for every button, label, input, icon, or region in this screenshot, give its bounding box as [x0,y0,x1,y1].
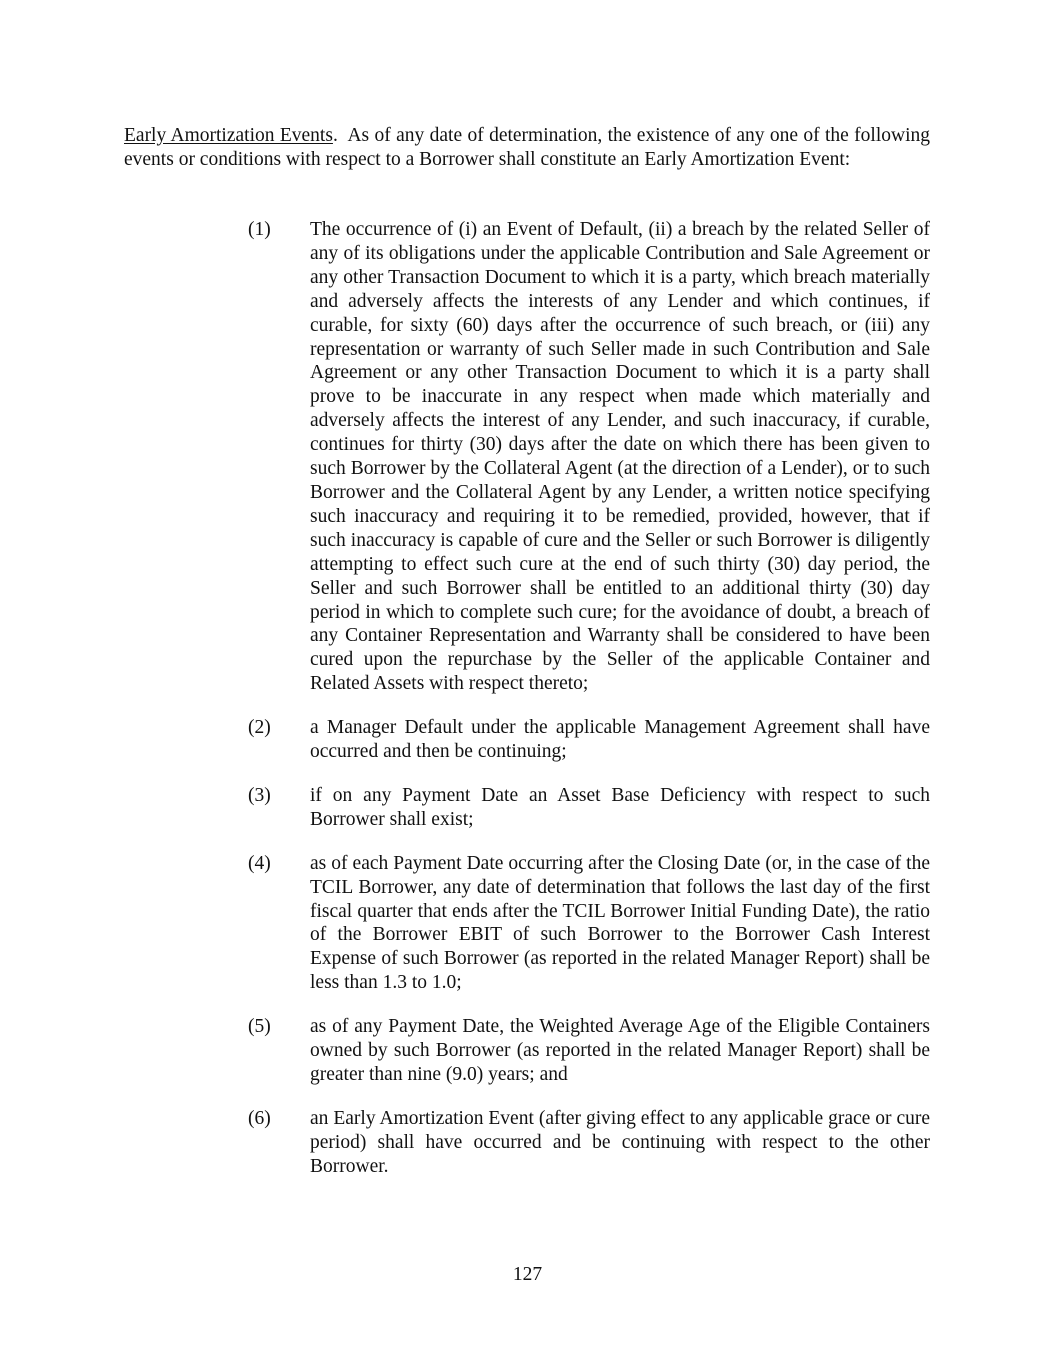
item-number: (3) [248,784,271,806]
item-number: (6) [248,1107,271,1129]
list-item [248,784,930,832]
page-number: 127 [512,1264,543,1285]
intro-text: As of any date of determination, the existence of any one of the following events or conditions with respect to a Borrower shall constitute an Early Amortization Event: [124,125,930,170]
item-number: (4) [248,852,271,874]
item-number: (5) [248,1016,271,1038]
event-list [248,218,930,1199]
item-text: as of any Payment Date, the Weighted Average Age of the Eligible Containers owned by such Borrower (as reported in the related Manager Report) shall be greater than nine (9.0) years; and [310,1016,930,1085]
item-text: an Early Amortization Event (after giving effect to any applicable grace or cure period) shall have occurred and be continuing with respect to the other Borrower. [310,1107,930,1177]
item-text: a Manager Default under the applicable Management Agreement shall have occurred and then be continuing; [310,717,930,763]
item-text: if on any Payment Date an Asset Base Deficiency with respect to such Borrower shall exist; [310,784,930,830]
item-number: (2) [248,717,271,739]
item-number: (1) [248,219,271,240]
list-item [248,1015,930,1087]
section-heading: Early Amortization Events [124,125,333,146]
section-heading-punctuation: . [332,125,338,146]
item-text: The occurrence of (i) an Event of Default, (ii) a breach by the related Seller of any of its obligations under the applicable Contribution and Sale Agreement or any other Transaction Document to which it is a party, which breach materially and adversely affects the interests of any Lender and which continues, if curable, for sixty (60) days after the occurrence of such breach, or (iii) any representation or warranty of such Seller made in such Contribution and Sale Agreement or any other Transaction Document to which it is a party shall prove to be inaccurate in any respect when made which materially and adversely affects the interest of any Lender, and such inaccuracy, if curable, continues for thirty (30) days after the date on which there has been given to such Borrower by the Collateral Agent (at the direction of a Lender), or to such Borrower and the Collateral Agent by any Lender, a written notice specifying such inaccuracy and requiring it to be remedied, provided, however, that if such inaccuracy is capable of cure and the Seller or such Borrower is diligently attempting to effect such cure at the end of such thirty (30) day period, the Seller and such Borrower shall be entitled to an additional thirty (30) day period in which to complete such cure; for the avoidance of doubt, a breach of any Container Representation and Warranty shall be considered to have been cured upon the repurchase by the Seller of the applicable Container and Related Assets with respect thereto; [310,219,930,695]
item-text: as of each Payment Date occurring after the Closing Date (or, in the case of the TCIL Borrower, any date of determination that follows the last day of the first fiscal quarter that ends after the TCIL Borrower Initial Funding Date), the ratio of the Borrower EBIT of such Borrower to the Borrower Cash Interest Expense of such Borrower (as reported in the related Manager Report) shall be less than 1.3 to 1.0; [310,852,930,994]
list-item [248,852,930,995]
list-item [248,1107,930,1179]
intro-paragraph [124,124,930,172]
list-item [248,716,930,764]
list-item [248,218,930,696]
